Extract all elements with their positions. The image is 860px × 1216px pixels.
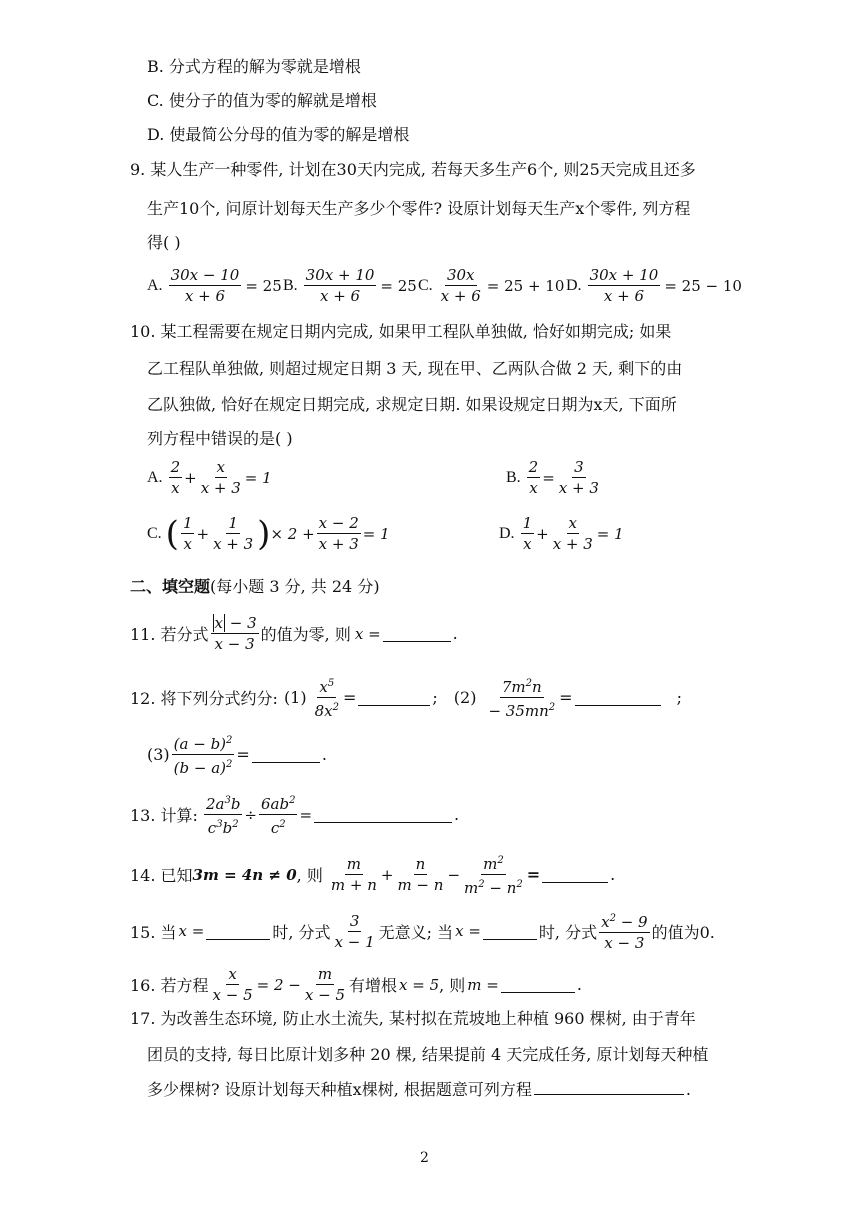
- q10-line-3: 乙队独做, 恰好在规定日期完成, 求规定日期. 如果设规定日期为x天, 下面所: [147, 395, 677, 414]
- answer-blank[interactable]: [314, 806, 452, 823]
- answer-blank[interactable]: [542, 866, 608, 883]
- answer-blank[interactable]: [501, 976, 575, 993]
- section-2-heading: 二、填空题(每小题 3 分, 共 24 分): [130, 577, 380, 596]
- answer-blank[interactable]: [383, 625, 451, 642]
- answer-blank[interactable]: [483, 923, 537, 940]
- fraction: $\frac{30x}{x + 6}$: [440, 266, 481, 305]
- q17-line-2: 团员的支持, 每日比原计划多种 20 棵, 结果提前 4 天完成任务, 原计划每天种植: [147, 1045, 709, 1064]
- q10-line-1: 10. 某工程需要在规定日期内完成, 如果甲工程队单独做, 恰好如期完成; 如果: [130, 322, 672, 341]
- q12: 12. 将下列分式约分: (1) $\frac{x^5}{8x^2}$ = ; (2) $\frac{7m^2n}{- 35mn^2}$ = ;: [130, 675, 682, 720]
- q10-option-b: B. $\frac{2}{x}$ = $\frac{3}{x + 3}$: [506, 458, 599, 497]
- q9-option-b: B. $\frac{30x + 10}{x + 6}$ = 25: [283, 266, 417, 305]
- q17-line-1: 17. 为改善生态环境, 防止水土流失, 某村拟在荒坡地上种植 960 棵树, 由于青年: [130, 1009, 696, 1028]
- q13: 13. 计算: $\frac{2a^3b}{c^3b^2}$ ÷ $\frac{6ab^2}{c^2}$ = .: [130, 792, 459, 837]
- q9-line-3: 得( ): [147, 233, 181, 252]
- q10-option-d: D. $\frac{1}{x}$ + $\frac{x}{x + 3}$ = 1: [499, 514, 624, 553]
- q17-line-3: 多少棵树? 设原计划每天种植x棵树, 根据题意可列方程 .: [147, 1080, 691, 1099]
- q9-option-d: D. $\frac{30x + 10}{x + 6}$ = 25 − 10: [566, 266, 742, 305]
- answer-blank[interactable]: [534, 1078, 684, 1095]
- fraction: $\frac{30x - 10}{x + 6}$: [170, 266, 240, 305]
- answer-blank[interactable]: [252, 746, 320, 763]
- q9-option-c: C. $\frac{30x}{x + 6}$ = 25 + 10: [418, 266, 565, 305]
- q10-option-a: A. $\frac{2}{x}$ + $\frac{x}{x + 3}$ = 1: [147, 458, 272, 497]
- q8-option-b: B. 分式方程的解为零就是增根: [147, 57, 361, 76]
- q8-option-c: C. 使分子的值为零的解就是增根: [147, 91, 377, 110]
- q10-line-2: 乙工程队单独做, 则超过规定日期 3 天, 现在甲、乙两队合做 2 天, 剩下的由: [147, 359, 683, 378]
- q10-line-4: 列方程中错误的是( ): [147, 429, 293, 448]
- q15: 15. 当 x = 时, 分式 $\frac{3}{x - 1}$ 无意义; 当 x = 时, 分式 $\frac{x^2 - 9}{x - 3}$ 的值为0.: [130, 911, 715, 952]
- answer-blank[interactable]: [206, 923, 270, 940]
- q9-line-2: 生产10个, 问原计划每天生产多少个零件? 设原计划每天生产x个零件, 列方程: [147, 199, 691, 218]
- q11: 11. 若分式 $\frac{x - 3}{x - 3}$ 的值为零, 则 x = .: [130, 614, 458, 653]
- q10-option-c: C. ( $\frac{1}{x}$ + $\frac{1}{x + 3}$ ) × 2 + $\frac{x - 2}{x + 3}$ = 1: [147, 513, 390, 554]
- q14: 14. 已知 3m = 4n ≠ 0 , 则 $\frac{m}{m + n}$ + $\frac{n}{m - n}$ − $\frac{m^2}{m^2 - n^2}$ = .: [130, 852, 615, 897]
- q16: 16. 若方程 $\frac{x}{x - 5}$ = 2 − $\frac{m}{x - 5}$ 有增根 x = 5 , 则 m = .: [130, 965, 582, 1004]
- page-number: 2: [420, 1150, 429, 1166]
- q8-option-d: D. 使最简公分母的值为零的解是增根: [147, 125, 410, 144]
- q9-option-a: A. $\frac{30x - 10}{x + 6}$ = 25: [147, 266, 282, 305]
- q9-line-1: 9. 某人生产一种零件, 计划在30天内完成, 若每天多生产6个, 则25天完成且还多: [130, 160, 696, 179]
- q12-part-3: (3) $\frac{(a - b)^2}{(b - a)^2}$ = .: [147, 732, 327, 777]
- fraction: $\frac{30x + 10}{x + 6}$: [305, 266, 375, 305]
- answer-blank[interactable]: [575, 689, 661, 706]
- fraction: $\frac{30x + 10}{x + 6}$: [589, 266, 659, 305]
- answer-blank[interactable]: [358, 689, 430, 706]
